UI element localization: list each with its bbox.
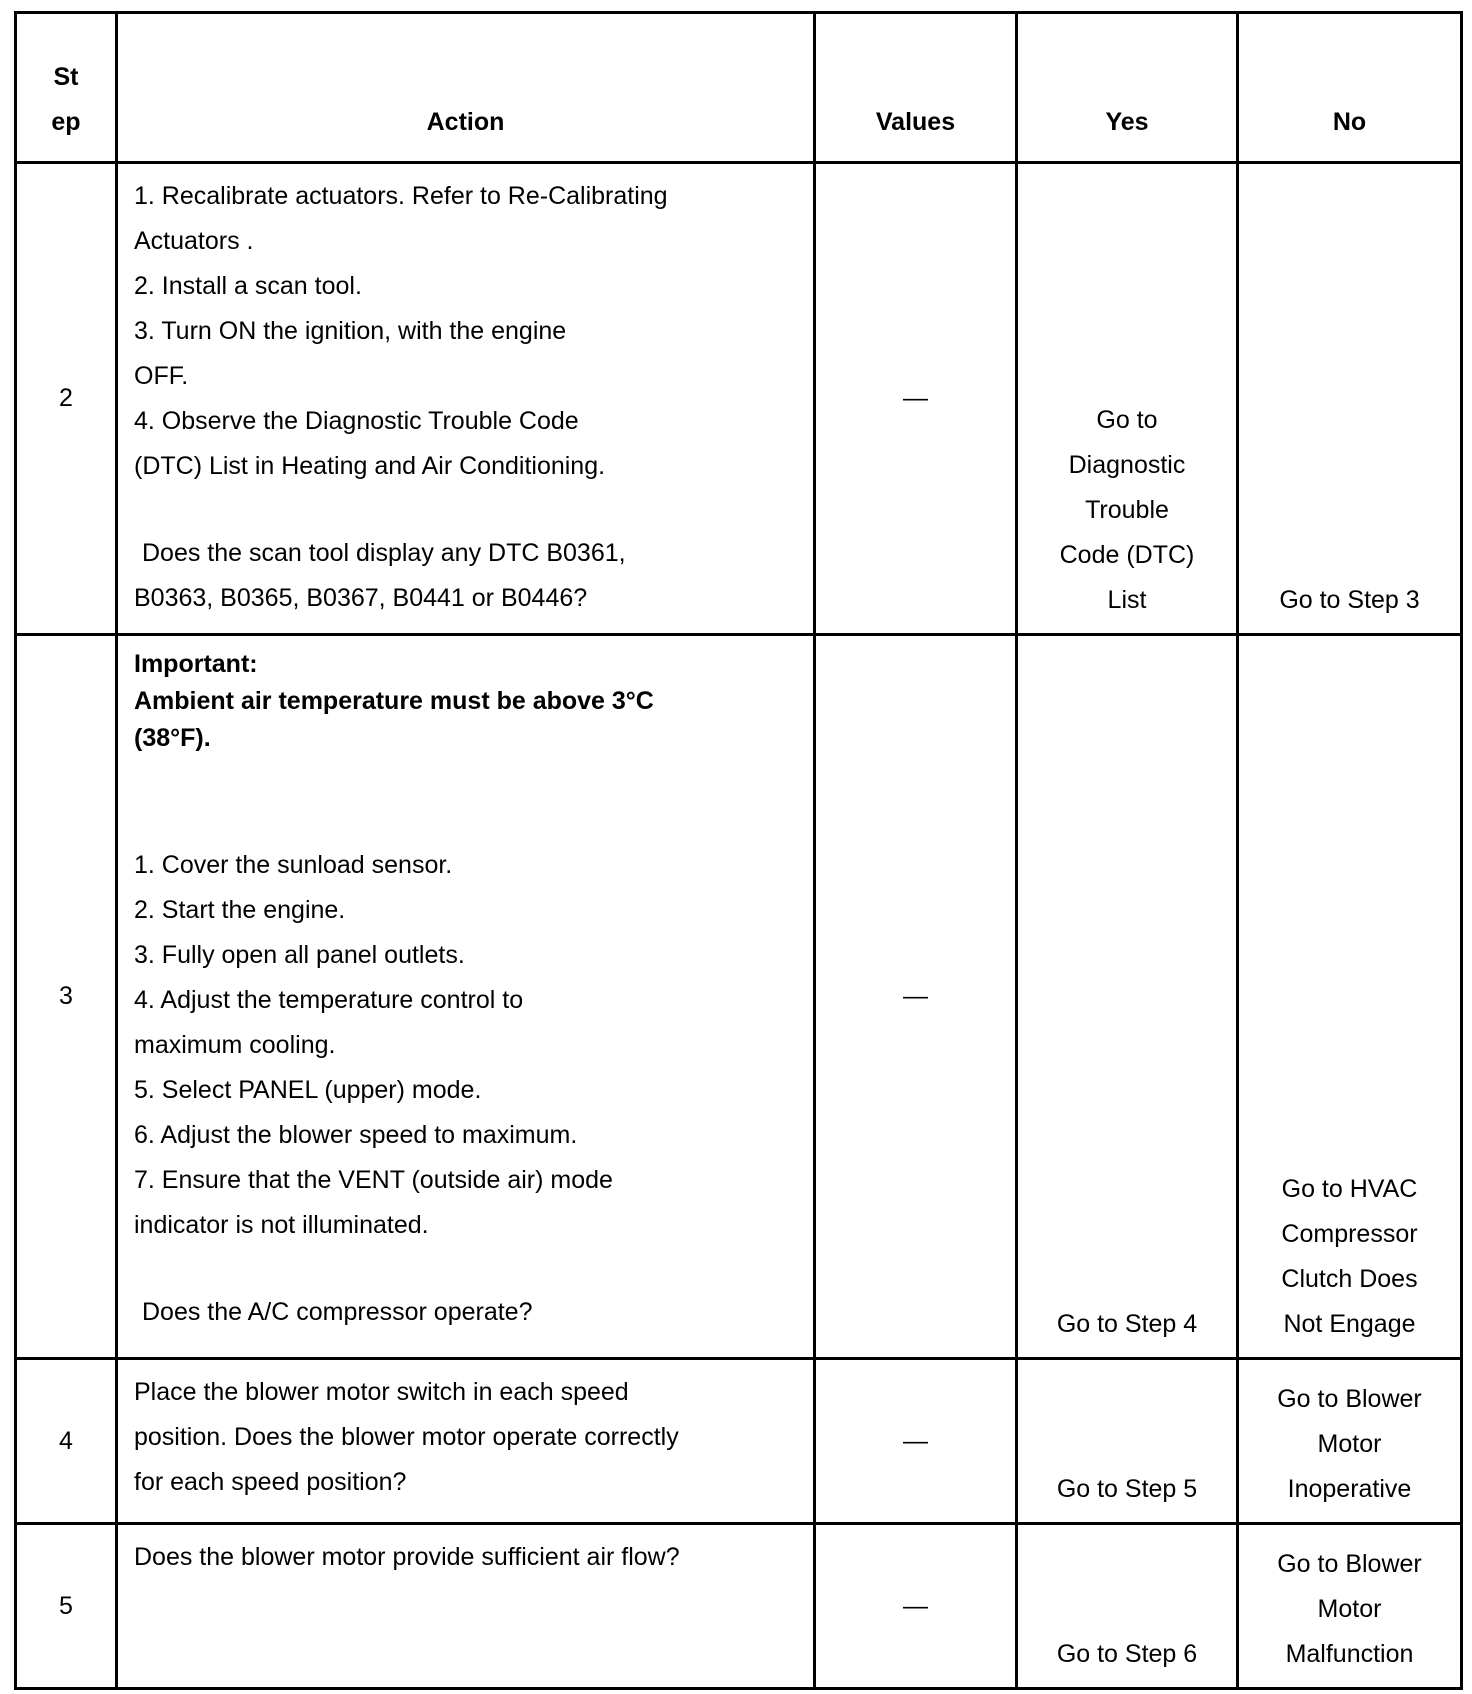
yes-line: Trouble <box>1085 496 1169 524</box>
step-number: 2 <box>16 163 117 635</box>
no-line: Motor <box>1317 1430 1382 1458</box>
yes-line: Go to Step 5 <box>1056 1475 1198 1503</box>
no-line: Not Engage <box>1283 1310 1416 1338</box>
table-row-step-2 <box>16 163 1462 635</box>
yes-line: Go to Step 6 <box>1056 1640 1198 1668</box>
important-line: (38°F). <box>134 724 211 752</box>
action-line: 1. Recalibrate actuators. Refer to Re-Calibrating <box>134 182 668 210</box>
no-cell <box>1238 635 1462 1359</box>
header-step-line2: ep <box>51 108 81 136</box>
header-yes: Yes <box>1017 13 1238 163</box>
values-cell: — <box>815 1359 1017 1524</box>
no-cell <box>1238 1359 1462 1524</box>
no-line: Go to Step 3 <box>1279 586 1420 614</box>
no-line: Inoperative <box>1287 1475 1412 1503</box>
action-line: Place the blower motor switch in each speed <box>134 1378 629 1406</box>
yes-line: Go to <box>1096 406 1158 434</box>
yes-cell <box>1017 635 1238 1359</box>
no-line: Compressor <box>1281 1220 1418 1248</box>
no-line: Go to Blower <box>1277 1550 1422 1578</box>
no-line: Go to HVAC <box>1281 1175 1418 1203</box>
important-line: Ambient air temperature must be above 3°C <box>134 687 654 715</box>
yes-cell <box>1017 163 1238 635</box>
action-line: OFF. <box>134 362 189 390</box>
action-line: 3. Turn ON the ignition, with the engine <box>134 317 567 345</box>
yes-cell <box>1017 1524 1238 1689</box>
yes-line: Diagnostic <box>1068 451 1186 479</box>
yes-line: Go to Step 4 <box>1056 1310 1198 1338</box>
action-line: 7. Ensure that the VENT (outside air) mode <box>134 1166 613 1194</box>
action-line: 4. Adjust the temperature control to <box>134 986 524 1014</box>
action-line: (DTC) List in Heating and Air Conditioning. <box>134 452 606 480</box>
step-number: 3 <box>16 635 117 1359</box>
action-line: Actuators . <box>134 227 254 255</box>
action-cell <box>117 163 815 635</box>
action-line: maximum cooling. <box>134 1031 336 1059</box>
action-line: indicator is not illuminated. <box>134 1211 429 1239</box>
header-values: Values <box>815 13 1017 163</box>
action-line: 4. Observe the Diagnostic Trouble Code <box>134 407 579 435</box>
yes-line: Code (DTC) <box>1059 541 1195 569</box>
action-line: for each speed position? <box>134 1468 407 1496</box>
question-line: B0363, B0365, B0367, B0441 or B0446? <box>134 584 588 612</box>
action-cell <box>117 1359 815 1524</box>
yes-line: List <box>1107 586 1147 614</box>
table-row-step-4 <box>16 1359 1462 1524</box>
action-line: position. Does the blower motor operate correctly <box>134 1423 679 1451</box>
no-line: Malfunction <box>1285 1640 1414 1668</box>
action-line: 5. Select PANEL (upper) mode. <box>134 1076 482 1104</box>
no-cell <box>1238 163 1462 635</box>
action-line: 6. Adjust the blower speed to maximum. <box>134 1121 578 1149</box>
values-cell: — <box>815 1524 1017 1689</box>
action-line: 2. Install a scan tool. <box>134 272 362 300</box>
action-cell <box>117 635 815 1359</box>
table-row-step-3 <box>16 635 1462 1359</box>
no-line: Go to Blower <box>1277 1385 1422 1413</box>
action-line: 2. Start the engine. <box>134 896 346 924</box>
step-number: 5 <box>16 1524 117 1689</box>
table-row-step-5 <box>16 1524 1462 1689</box>
step-number: 4 <box>16 1359 117 1524</box>
no-line: Motor <box>1317 1595 1382 1623</box>
no-cell <box>1238 1524 1462 1689</box>
values-cell: — <box>815 635 1017 1359</box>
action-line: 3. Fully open all panel outlets. <box>134 941 465 969</box>
values-cell: — <box>815 163 1017 635</box>
action-line: 1. Cover the sunload sensor. <box>134 851 453 879</box>
header-step <box>16 13 117 163</box>
question-line: Does the scan tool display any DTC B0361, <box>142 539 626 567</box>
header-row <box>16 13 1462 163</box>
yes-cell <box>1017 1359 1238 1524</box>
header-no: No <box>1238 13 1462 163</box>
diagnostic-table <box>14 11 1463 1690</box>
header-step-line1: St <box>53 63 79 91</box>
important-heading: Important: <box>134 650 258 678</box>
no-line: Clutch Does <box>1281 1265 1418 1293</box>
question-line: Does the A/C compressor operate? <box>142 1298 533 1326</box>
action-cell <box>117 1524 815 1689</box>
action-line: Does the blower motor provide sufficient air flow? <box>134 1543 680 1571</box>
header-action: Action <box>117 13 815 163</box>
